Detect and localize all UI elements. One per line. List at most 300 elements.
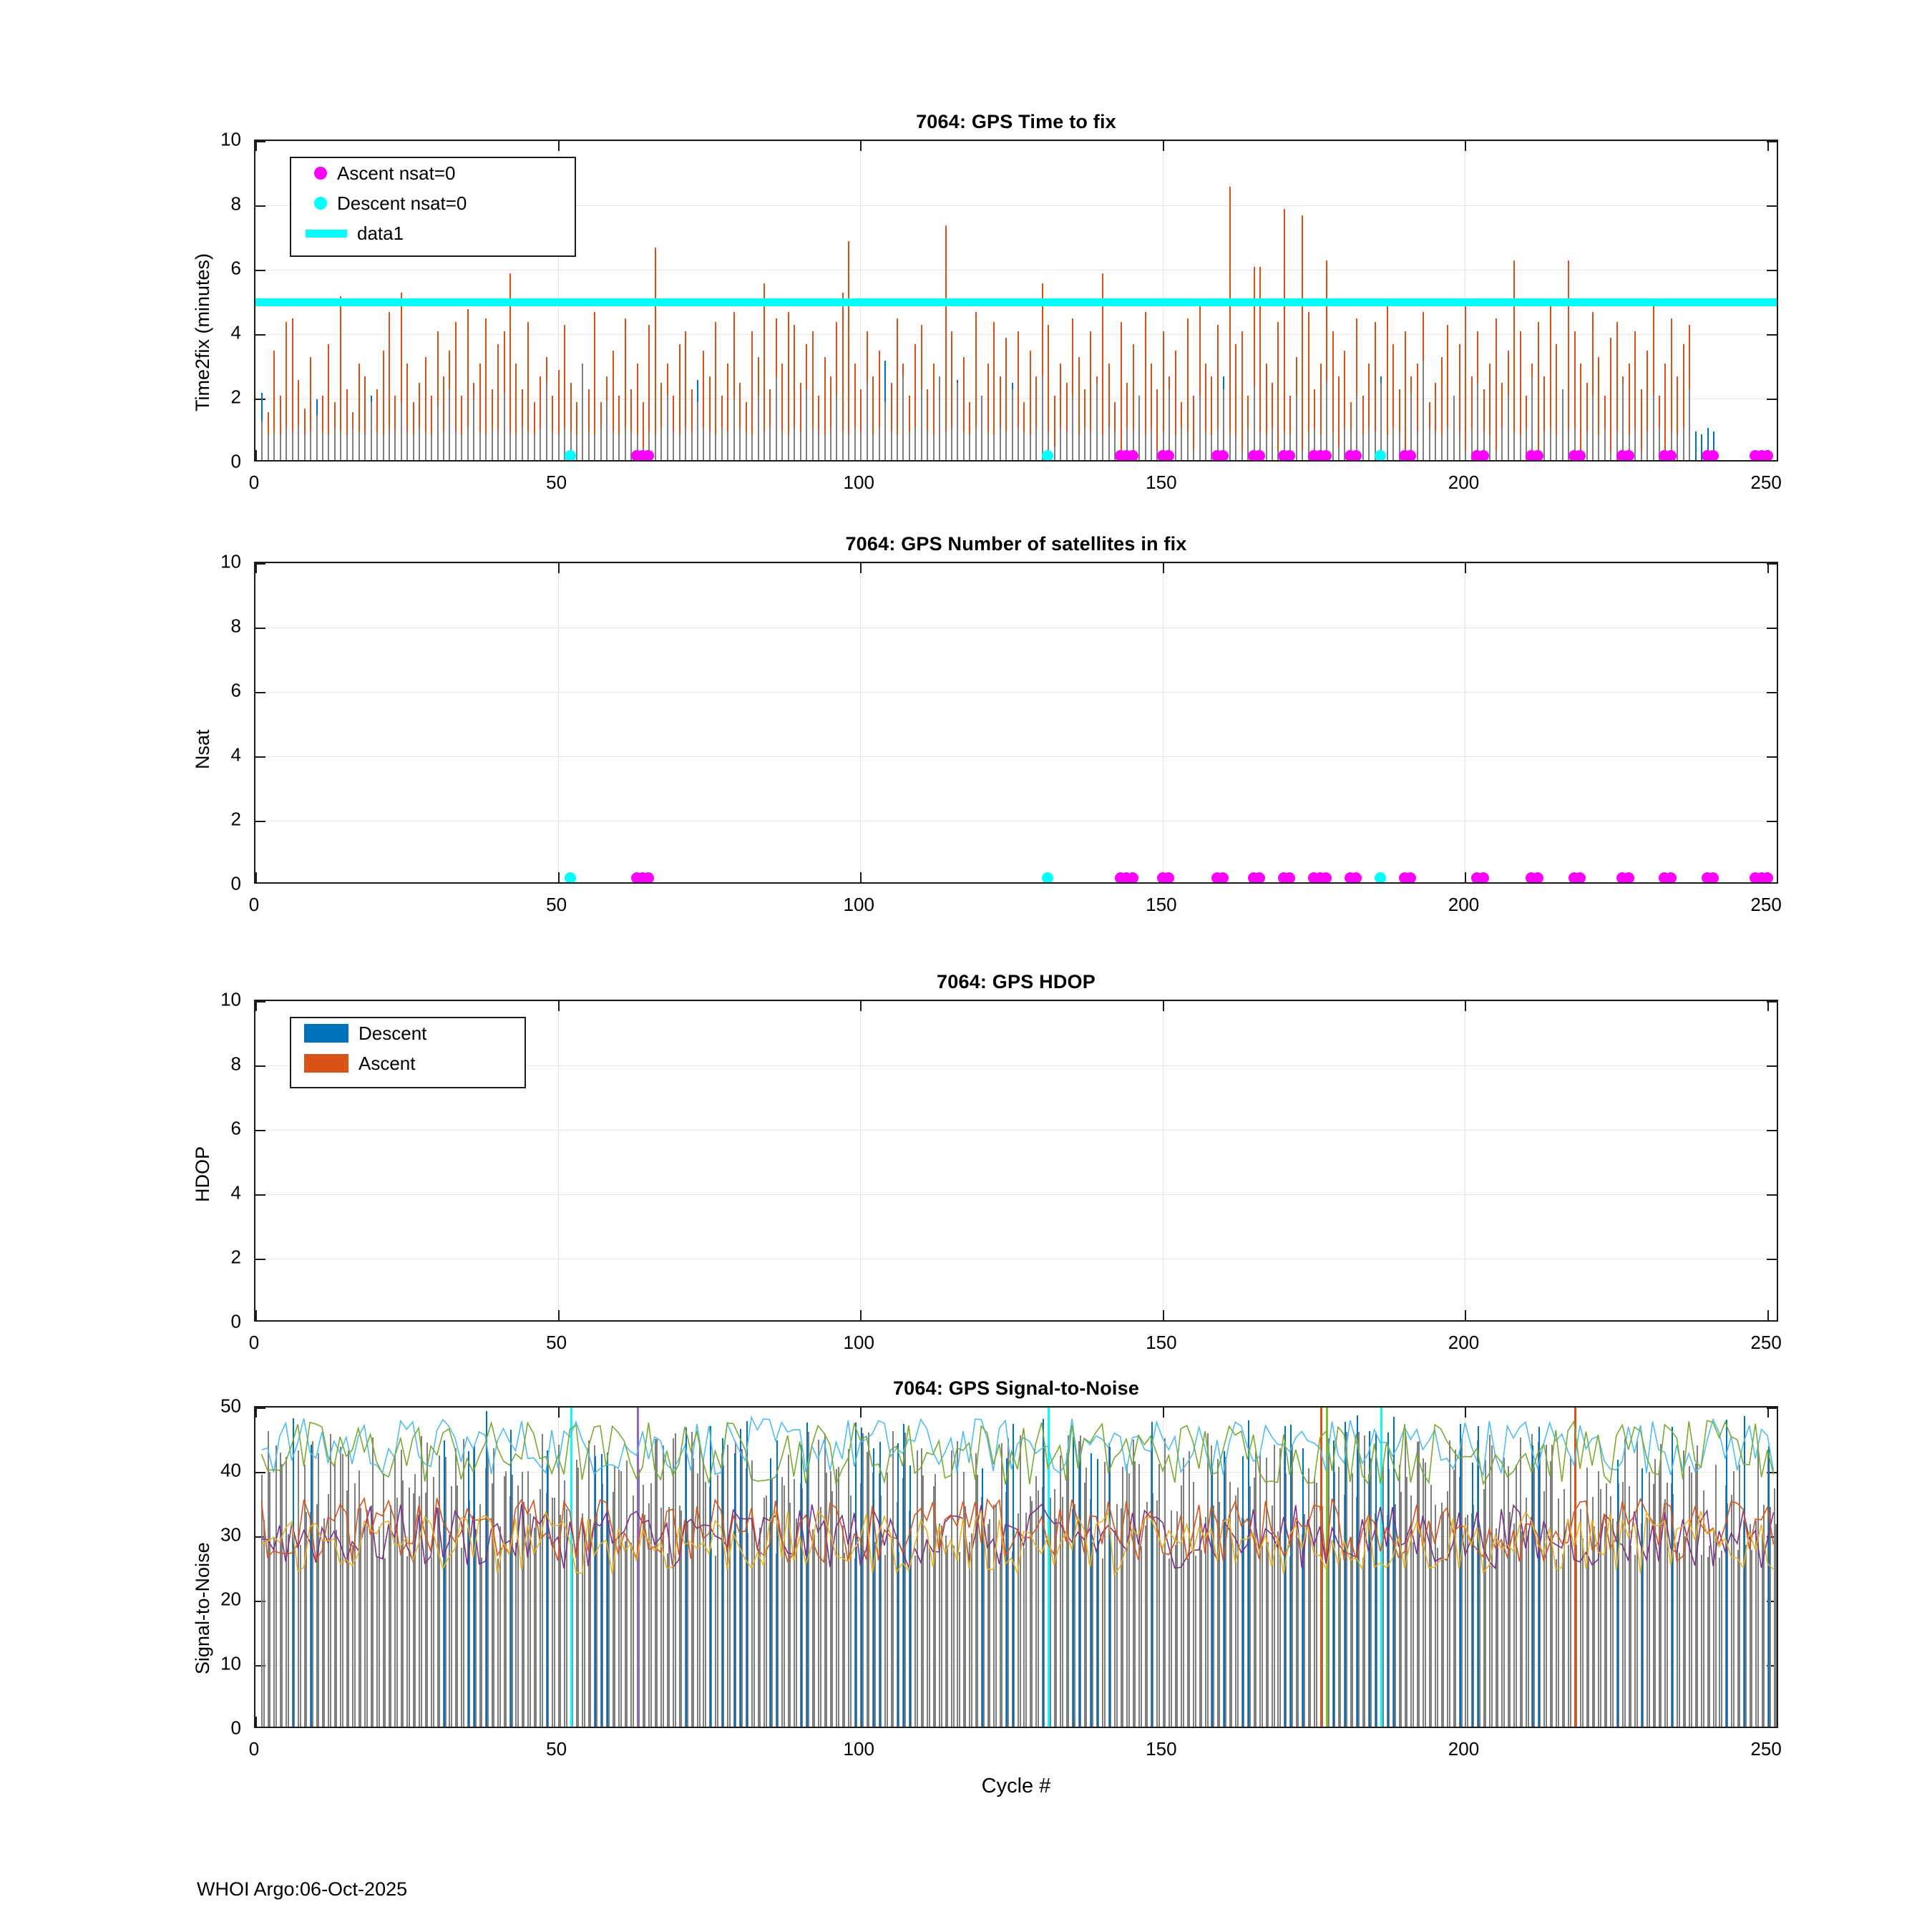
x-tick-mark — [558, 1310, 560, 1320]
x-tick-label: 50 — [546, 894, 567, 915]
bar-ascent — [872, 376, 874, 434]
bar-ascent — [322, 396, 323, 431]
bar-overlap — [352, 428, 353, 460]
bar-ascent — [286, 322, 287, 429]
legend-swatch-dot — [314, 197, 327, 210]
bar-overlap — [1441, 434, 1443, 460]
bar-overlap — [739, 428, 741, 460]
gridline-horizontal — [255, 1001, 1777, 1002]
bar-ascent — [1102, 273, 1103, 434]
bar-ascent — [1531, 364, 1533, 376]
x-tick-label: 150 — [1146, 894, 1177, 915]
bar-overlap — [376, 431, 378, 461]
bar-overlap — [975, 428, 977, 460]
bar-ascent — [867, 331, 868, 383]
bar-ascent — [655, 248, 656, 434]
bar-ascent — [1556, 344, 1557, 434]
y-tick-mark — [255, 756, 265, 758]
y-tick-label: 0 — [230, 872, 241, 894]
x-tick-mark — [1163, 563, 1164, 573]
x-tick-mark — [558, 141, 560, 151]
bar-ascent — [1320, 364, 1322, 434]
bar-ascent — [1042, 283, 1043, 377]
bar-overlap — [492, 428, 493, 460]
x-tick-mark — [255, 1310, 257, 1320]
bar-ascent — [1096, 376, 1098, 383]
bar-overlap — [824, 434, 826, 460]
bar-ascent — [1483, 389, 1485, 431]
bar-ascent — [449, 351, 450, 389]
y-tick-mark — [1767, 821, 1777, 822]
bar-overlap — [618, 434, 620, 460]
bar-ascent — [576, 402, 577, 434]
bar-overlap — [515, 434, 517, 460]
bar-ascent — [1368, 364, 1370, 428]
bar-overlap — [1556, 434, 1557, 460]
y-tick-mark — [255, 205, 265, 207]
bar-overlap — [346, 434, 348, 460]
y-tick-mark — [255, 1130, 265, 1131]
bar-overlap — [334, 428, 336, 460]
bar-ascent — [394, 396, 396, 431]
y-tick-label: 6 — [230, 1117, 241, 1139]
bar-ascent — [310, 357, 311, 431]
bar-overlap — [1368, 428, 1370, 460]
y-tick-mark — [1767, 692, 1777, 693]
bar-ascent — [1459, 344, 1460, 431]
gridline-horizontal — [255, 141, 1777, 142]
bar-overlap — [1598, 434, 1599, 460]
bar-overlap — [1634, 428, 1636, 460]
y-tick-label: 0 — [230, 1717, 241, 1739]
y-tick-label: 2 — [230, 808, 241, 830]
bar-ascent — [509, 273, 511, 431]
bar-ascent — [1550, 299, 1551, 428]
gridline-horizontal — [255, 692, 1777, 693]
bar-overlap — [1096, 383, 1098, 460]
bar-overlap — [1023, 431, 1025, 461]
x-tick-label: 150 — [1146, 1738, 1177, 1760]
legend-row — [291, 218, 575, 248]
gridline-vertical — [558, 563, 559, 882]
bar-ascent — [1114, 402, 1116, 431]
y-tick-mark — [255, 628, 265, 629]
bar-ascent — [685, 331, 686, 428]
bar-ascent — [1072, 318, 1073, 396]
bar-ascent — [1277, 322, 1279, 451]
ascent-nsat0-marker — [1665, 450, 1677, 462]
bar-overlap — [781, 431, 783, 461]
y-tick-mark — [255, 1001, 265, 1002]
bar-ascent — [1284, 209, 1285, 431]
y-tick-label: 10 — [220, 988, 241, 1010]
bar-overlap — [437, 406, 439, 461]
bar-overlap — [879, 428, 880, 460]
threshold-line — [255, 298, 1777, 306]
bar-descent — [1695, 431, 1697, 461]
bar-ascent — [1241, 331, 1243, 451]
bar-ascent — [406, 364, 408, 431]
ascent-nsat0-marker — [1127, 450, 1138, 462]
bar-overlap — [818, 431, 819, 461]
bar-overlap — [721, 428, 723, 460]
bar-ascent — [1641, 389, 1642, 451]
y-tick-mark — [255, 1194, 265, 1196]
bar-ascent — [1259, 267, 1261, 431]
bar-overlap — [1641, 451, 1642, 461]
bar-ascent — [1586, 383, 1588, 431]
x-tick-mark — [1163, 1001, 1164, 1011]
bar-ascent — [1211, 376, 1212, 434]
bar-overlap — [763, 431, 765, 461]
bar-ascent — [781, 364, 783, 431]
x-tick-mark — [1163, 1310, 1164, 1320]
bar-ascent — [800, 383, 801, 431]
bar-overlap — [1181, 428, 1182, 460]
bar-ascent — [1375, 322, 1376, 431]
bar-ascent — [1435, 383, 1436, 431]
bar-ascent — [504, 331, 505, 393]
bar-ascent — [1410, 376, 1412, 393]
bar-ascent — [1266, 364, 1267, 434]
bar-ascent — [292, 318, 293, 431]
bar-ascent — [340, 296, 341, 431]
bar-overlap — [527, 431, 529, 461]
bar-overlap — [322, 431, 323, 461]
bar-overlap — [812, 428, 814, 460]
bar-ascent — [902, 364, 904, 376]
bar-overlap — [1453, 396, 1455, 460]
bar-ascent — [268, 412, 269, 435]
bar-overlap — [1235, 434, 1236, 460]
bar-ascent — [1314, 389, 1315, 428]
bar-ascent — [1580, 364, 1581, 451]
bar-overlap — [1501, 428, 1503, 460]
legend-swatch-line — [306, 230, 347, 238]
bar-ascent — [558, 370, 560, 434]
bar-overlap — [981, 396, 982, 460]
bar-overlap — [1435, 431, 1436, 461]
x-tick-label: 250 — [1750, 894, 1782, 915]
x-tick-mark — [860, 1001, 862, 1011]
legend-swatch-box — [304, 1024, 348, 1043]
x-tick-mark — [255, 450, 257, 460]
bar-overlap — [461, 434, 462, 460]
snr-trace-layer — [255, 1407, 1778, 1728]
bar-overlap — [1459, 431, 1460, 461]
ascent-nsat0-marker — [1163, 450, 1174, 462]
bar-overlap — [304, 434, 306, 460]
ascent-nsat0-marker — [1405, 872, 1416, 884]
bar-overlap — [401, 402, 402, 460]
bar-overlap — [1562, 389, 1563, 460]
bar-ascent — [376, 389, 378, 431]
bar-overlap — [891, 431, 892, 461]
bar-overlap — [280, 434, 281, 460]
bar-overlap — [1035, 428, 1037, 460]
bar-overlap — [1018, 428, 1019, 460]
ascent-nsat0-marker — [1284, 872, 1295, 884]
y-tick-label: 0 — [230, 1310, 241, 1332]
bar-ascent — [1018, 331, 1019, 428]
bar-overlap — [788, 434, 789, 460]
x-tick-mark — [255, 872, 257, 882]
bar-overlap — [1477, 383, 1478, 460]
bar-ascent — [1229, 187, 1231, 431]
ascent-nsat0-marker — [1217, 450, 1229, 462]
bar-overlap — [1338, 447, 1340, 460]
bar-ascent — [625, 318, 626, 428]
bar-ascent — [1634, 331, 1636, 428]
bar-overlap — [582, 364, 583, 460]
bar-overlap — [776, 376, 777, 460]
bar-overlap — [522, 428, 523, 460]
bar-overlap — [848, 434, 849, 460]
bar-ascent — [492, 389, 493, 428]
bar-overlap — [703, 428, 704, 460]
panel-3-ylabel: HDOP — [192, 1146, 213, 1202]
ascent-nsat0-marker — [1320, 872, 1332, 884]
bar-overlap — [1550, 428, 1551, 460]
bar-overlap — [273, 431, 275, 461]
bar-overlap — [449, 389, 450, 460]
bar-ascent — [673, 396, 674, 431]
descent-nsat0-marker — [1375, 872, 1386, 884]
bar-ascent — [721, 396, 723, 428]
bar-ascent — [613, 351, 614, 431]
legend-row — [291, 1018, 525, 1048]
bar-ascent — [1356, 318, 1357, 396]
x-tick-mark — [860, 563, 862, 573]
x-tick-label: 250 — [1750, 1332, 1782, 1353]
bar-overlap — [1066, 431, 1068, 461]
y-tick-label: 6 — [230, 679, 241, 701]
bar-overlap — [1447, 428, 1448, 460]
bar-descent — [884, 361, 886, 403]
bar-overlap — [1677, 434, 1678, 460]
x-tick-label: 50 — [546, 1332, 567, 1353]
bar-ascent — [1392, 344, 1394, 428]
bar-ascent — [1683, 344, 1684, 428]
legend-panel-3 — [290, 1017, 526, 1088]
bar-ascent — [1629, 364, 1630, 434]
bar-ascent — [618, 396, 620, 434]
y-tick-label: 8 — [230, 192, 241, 215]
gridline-horizontal — [255, 563, 1777, 564]
bar-overlap — [425, 431, 426, 461]
bar-ascent — [1121, 322, 1122, 451]
bar-ascent — [1399, 389, 1400, 431]
bar-ascent — [594, 312, 595, 434]
y-tick-mark — [255, 1065, 265, 1067]
bar-ascent — [1604, 396, 1606, 428]
bar-overlap — [1175, 434, 1176, 460]
panel-3-plot-area — [254, 1000, 1778, 1322]
bar-overlap — [1266, 434, 1267, 460]
y-tick-label: 8 — [230, 615, 241, 637]
bar-ascent — [933, 364, 935, 434]
bar-overlap — [1332, 431, 1334, 461]
bar-ascent — [637, 364, 638, 434]
bar-overlap — [1429, 428, 1430, 460]
bar-ascent — [473, 383, 474, 399]
ascent-nsat0-marker — [1623, 450, 1634, 462]
x-tick-mark — [1767, 563, 1769, 573]
bar-overlap — [1272, 428, 1273, 460]
x-tick-label: 150 — [1146, 1332, 1177, 1353]
bar-ascent — [1247, 396, 1249, 428]
y-tick-label: 2 — [230, 386, 241, 408]
bar-ascent — [1508, 351, 1509, 396]
bar-ascent — [1616, 322, 1618, 431]
ascent-nsat0-marker — [1405, 450, 1416, 462]
bar-ascent — [1598, 357, 1599, 434]
ascent-nsat0-marker — [1350, 872, 1362, 884]
bar-overlap — [261, 421, 263, 460]
bar-ascent — [1465, 299, 1466, 451]
bar-overlap — [383, 434, 384, 460]
bar-ascent — [1005, 338, 1007, 431]
bar-overlap — [842, 431, 844, 461]
panel-4-title: 7064: GPS Signal-to-Noise — [892, 1377, 1140, 1399]
bar-ascent — [1677, 376, 1678, 434]
bar-ascent — [1254, 267, 1255, 386]
bar-ascent — [630, 389, 632, 431]
bar-descent — [371, 396, 372, 402]
bar-ascent — [1163, 331, 1164, 431]
y-tick-mark — [255, 563, 265, 565]
bar-ascent — [1090, 331, 1091, 431]
bar-overlap — [655, 434, 656, 460]
bar-ascent — [1175, 351, 1176, 434]
ascent-nsat0-marker — [1707, 450, 1719, 462]
bar-overlap — [1193, 451, 1194, 461]
y-tick-label: 50 — [220, 1395, 241, 1417]
bar-ascent — [1423, 312, 1424, 361]
bar-overlap — [413, 434, 414, 460]
bar-overlap — [933, 434, 935, 460]
bar-overlap — [509, 431, 511, 461]
bar-ascent — [364, 376, 366, 434]
bar-overlap — [558, 434, 560, 460]
bar-overlap — [364, 434, 366, 460]
bar-overlap — [1012, 389, 1013, 460]
bar-ascent — [891, 383, 892, 431]
bar-ascent — [921, 325, 922, 389]
bar-overlap — [1302, 451, 1303, 461]
x-tick-mark — [860, 1310, 862, 1320]
bar-overlap — [1145, 434, 1146, 460]
bar-ascent — [401, 293, 402, 402]
bar-ascent — [1084, 389, 1085, 428]
bar-overlap — [727, 431, 728, 461]
ascent-nsat0-marker — [1478, 450, 1489, 462]
x-tick-mark — [558, 872, 560, 882]
bar-ascent — [280, 396, 281, 434]
y-tick-label: 4 — [230, 321, 241, 343]
bar-overlap — [1513, 431, 1515, 461]
ascent-nsat0-marker — [1665, 872, 1677, 884]
ascent-nsat0-marker — [1254, 872, 1265, 884]
bar-ascent — [1217, 325, 1219, 428]
bar-ascent — [1350, 402, 1352, 431]
bar-ascent — [304, 409, 306, 434]
bar-ascent — [346, 389, 348, 434]
bar-overlap — [473, 399, 474, 461]
bar-overlap — [1362, 434, 1364, 460]
y-tick-label: 4 — [230, 743, 241, 766]
bar-overlap — [897, 434, 898, 460]
panel-2-ylabel: Nsat — [192, 729, 213, 769]
x-tick-mark — [1465, 1310, 1466, 1320]
gridline-horizontal — [255, 1194, 1777, 1195]
bar-overlap — [1489, 434, 1491, 460]
bar-ascent — [1659, 396, 1660, 428]
bar-ascent — [1538, 322, 1539, 451]
y-tick-mark — [255, 399, 265, 400]
bar-overlap — [546, 383, 547, 460]
y-tick-label: 2 — [230, 1246, 241, 1268]
bar-overlap — [1653, 396, 1654, 460]
bar-ascent — [1429, 402, 1430, 428]
bar-overlap — [431, 434, 432, 460]
bar-ascent — [660, 383, 662, 428]
bar-ascent — [1048, 325, 1049, 431]
bar-ascent — [788, 312, 789, 434]
bar-ascent — [1308, 312, 1309, 431]
bar-overlap — [769, 428, 771, 460]
bar-overlap — [1387, 434, 1388, 460]
x-tick-label: 100 — [843, 472, 874, 493]
bar-overlap — [316, 415, 318, 460]
bar-overlap — [867, 383, 868, 460]
gridline-vertical — [860, 563, 861, 882]
bar-overlap — [576, 434, 577, 460]
bar-ascent — [1568, 260, 1569, 431]
bar-ascent — [1060, 364, 1061, 428]
bar-overlap — [540, 428, 541, 460]
bar-ascent — [1664, 364, 1666, 451]
bar-ascent — [1610, 338, 1611, 451]
ascent-nsat0-marker — [1623, 872, 1634, 884]
bar-overlap — [1508, 396, 1509, 460]
bar-overlap — [552, 431, 553, 461]
panel-2-title: 7064: GPS Number of satellites in fix — [845, 533, 1187, 555]
x-tick-label: 0 — [248, 894, 260, 915]
bar-ascent — [497, 344, 499, 431]
bar-overlap — [1205, 431, 1206, 461]
y-tick-label: 6 — [230, 257, 241, 279]
bar-ascent — [1066, 383, 1068, 431]
bar-overlap — [1622, 383, 1624, 460]
x-tick-mark — [1465, 563, 1466, 573]
descent-nsat0-marker — [1375, 450, 1386, 462]
x-tick-mark — [558, 563, 560, 573]
panel-1-ylabel: Time2fix (minutes) — [192, 253, 213, 411]
bar-overlap — [443, 431, 444, 461]
bar-ascent — [298, 380, 299, 425]
y-tick-mark — [255, 334, 265, 336]
bar-overlap — [419, 428, 420, 460]
bar-ascent — [334, 402, 336, 428]
bar-ascent — [1689, 325, 1690, 389]
bar-ascent — [1199, 299, 1201, 396]
bar-overlap — [794, 428, 795, 460]
legend-label: Descent — [358, 1022, 427, 1044]
bar-ascent — [1622, 376, 1624, 383]
y-tick-mark — [1767, 205, 1777, 207]
bar-overlap — [1380, 383, 1382, 460]
